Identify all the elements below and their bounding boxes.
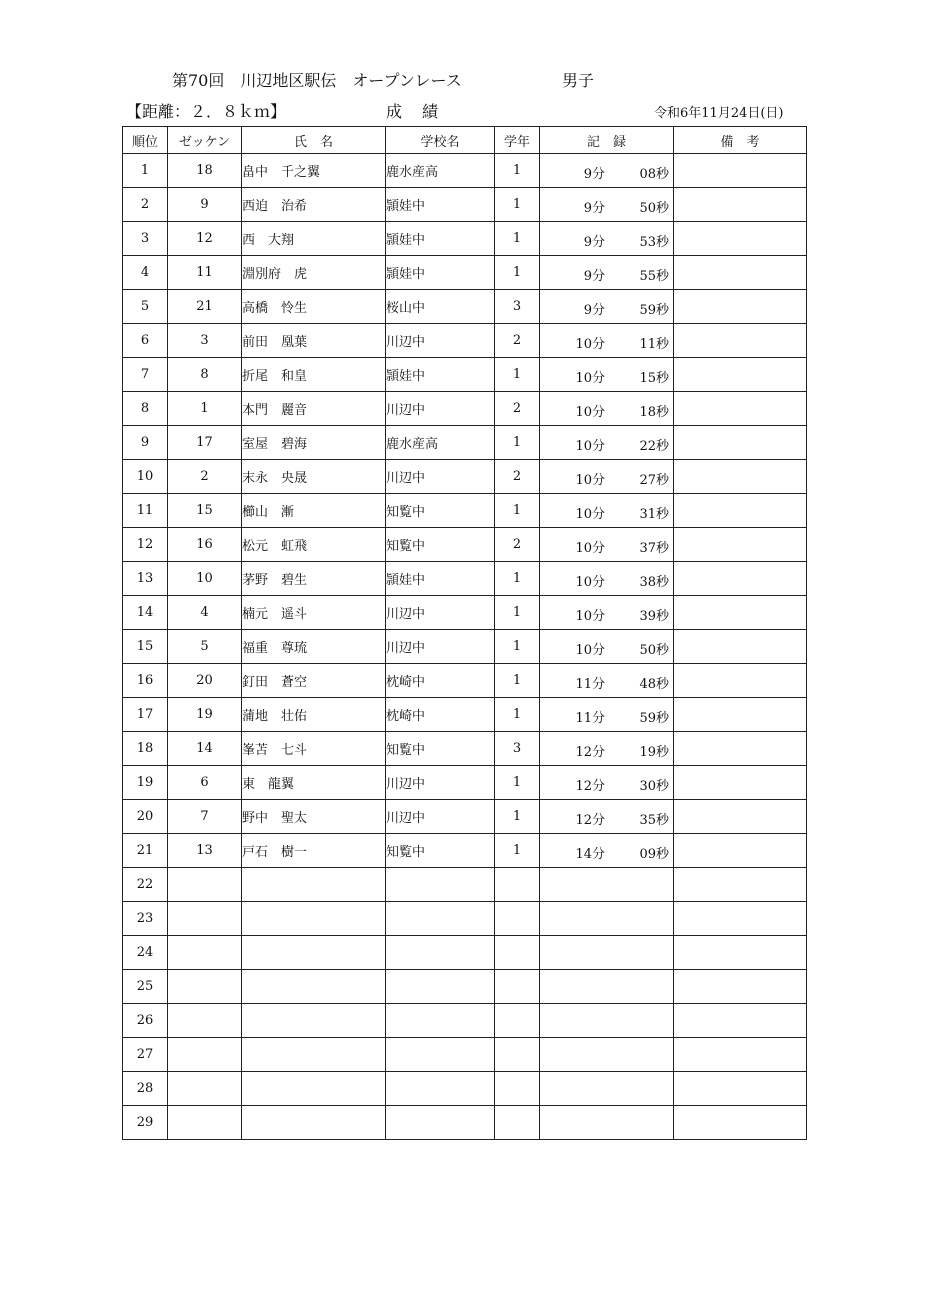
table-row — [123, 970, 807, 1004]
bib-cell: 14 — [168, 732, 242, 766]
time-cell — [540, 970, 674, 1004]
bib-cell: 19 — [168, 698, 242, 732]
table-row — [123, 1072, 807, 1106]
school-cell: 川辺中 — [386, 596, 495, 630]
grade-cell — [495, 1072, 540, 1106]
notes-cell — [674, 766, 807, 800]
name-cell — [242, 902, 386, 936]
grade-cell: 1 — [495, 426, 540, 460]
table-row — [123, 290, 807, 324]
school-cell — [386, 1004, 495, 1038]
rank-cell: 13 — [123, 562, 168, 596]
time-seconds: 50秒 — [639, 643, 669, 658]
notes-cell — [674, 800, 807, 834]
grade-cell: 1 — [495, 188, 540, 222]
notes-cell — [674, 698, 807, 732]
time-cell — [540, 562, 674, 596]
time-minutes: 11分 — [575, 711, 605, 726]
time-minutes: 10分 — [575, 473, 605, 488]
table-row — [123, 664, 807, 698]
rank-cell: 24 — [123, 936, 168, 970]
bib-cell: 17 — [168, 426, 242, 460]
rank-cell: 4 — [123, 256, 168, 290]
name-cell: 福重 尊琉 — [242, 630, 386, 664]
time-cell — [540, 664, 674, 698]
table-row — [123, 188, 807, 222]
bib-cell: 16 — [168, 528, 242, 562]
table-row — [123, 528, 807, 562]
rank-cell: 14 — [123, 596, 168, 630]
table-row — [123, 596, 807, 630]
notes-cell — [674, 222, 807, 256]
rank-cell: 17 — [123, 698, 168, 732]
bib-cell: 12 — [168, 222, 242, 256]
table-row — [123, 358, 807, 392]
table-row — [123, 800, 807, 834]
bib-cell — [168, 1072, 242, 1106]
time-seconds: 15秒 — [639, 371, 669, 386]
rank-cell: 27 — [123, 1038, 168, 1072]
rank-cell: 15 — [123, 630, 168, 664]
bib-cell — [168, 868, 242, 902]
name-cell — [242, 1072, 386, 1106]
grade-cell: 1 — [495, 596, 540, 630]
table-row — [123, 902, 807, 936]
name-cell: 釘田 蒼空 — [242, 664, 386, 698]
grade-cell: 1 — [495, 630, 540, 664]
notes-cell — [674, 256, 807, 290]
bib-cell: 13 — [168, 834, 242, 868]
rank-cell: 7 — [123, 358, 168, 392]
time-cell — [540, 936, 674, 970]
time-cell — [540, 596, 674, 630]
school-cell — [386, 1072, 495, 1106]
rank-cell: 19 — [123, 766, 168, 800]
notes-cell — [674, 528, 807, 562]
name-cell: 末永 央晟 — [242, 460, 386, 494]
table-row — [123, 766, 807, 800]
school-cell: 頴娃中 — [386, 256, 495, 290]
grade-cell — [495, 1038, 540, 1072]
table-row — [123, 1038, 807, 1072]
col-header-grade: 学年 — [495, 127, 540, 154]
name-cell: 松元 虹飛 — [242, 528, 386, 562]
time-cell — [540, 154, 674, 188]
notes-cell — [674, 188, 807, 222]
race-date: 令和6年11月24日(日) — [654, 106, 784, 121]
time-cell — [540, 766, 674, 800]
grade-cell: 1 — [495, 494, 540, 528]
name-cell: 蒲地 壮佑 — [242, 698, 386, 732]
bib-cell: 20 — [168, 664, 242, 698]
time-seconds: 48秒 — [639, 677, 669, 692]
notes-cell — [674, 324, 807, 358]
rank-cell: 25 — [123, 970, 168, 1004]
school-cell: 鹿水産高 — [386, 154, 495, 188]
grade-cell: 1 — [495, 154, 540, 188]
time-cell — [540, 222, 674, 256]
name-cell: 本門 麗音 — [242, 392, 386, 426]
notes-cell — [674, 902, 807, 936]
time-cell — [540, 698, 674, 732]
school-cell: 頴娃中 — [386, 188, 495, 222]
school-cell — [386, 1038, 495, 1072]
rank-cell: 22 — [123, 868, 168, 902]
bib-cell: 4 — [168, 596, 242, 630]
time-cell — [540, 630, 674, 664]
grade-cell: 1 — [495, 698, 540, 732]
table-row — [123, 732, 807, 766]
bib-cell: 3 — [168, 324, 242, 358]
school-cell: 川辺中 — [386, 630, 495, 664]
grade-cell: 1 — [495, 834, 540, 868]
grade-cell: 3 — [495, 732, 540, 766]
time-seconds: 35秒 — [639, 813, 669, 828]
name-cell — [242, 1106, 386, 1140]
bib-cell: 21 — [168, 290, 242, 324]
table-row — [123, 630, 807, 664]
school-cell: 頴娃中 — [386, 222, 495, 256]
time-minutes: 10分 — [575, 541, 605, 556]
grade-cell — [495, 902, 540, 936]
col-header-notes: 備 考 — [674, 127, 807, 154]
rank-cell: 18 — [123, 732, 168, 766]
time-seconds: 18秒 — [639, 405, 669, 420]
time-cell — [540, 1072, 674, 1106]
name-cell: 淵別府 虎 — [242, 256, 386, 290]
rank-cell: 29 — [123, 1106, 168, 1140]
time-cell — [540, 1106, 674, 1140]
col-header-school: 学校名 — [386, 127, 495, 154]
name-cell: 前田 凰葉 — [242, 324, 386, 358]
time-minutes: 14分 — [575, 847, 605, 862]
bib-cell: 5 — [168, 630, 242, 664]
grade-cell: 1 — [495, 358, 540, 392]
table-row — [123, 154, 807, 188]
table-row — [123, 392, 807, 426]
time-seconds: 30秒 — [639, 779, 669, 794]
notes-cell — [674, 1072, 807, 1106]
name-cell: 峯苫 七斗 — [242, 732, 386, 766]
rank-cell: 21 — [123, 834, 168, 868]
name-cell — [242, 1038, 386, 1072]
notes-cell — [674, 732, 807, 766]
bib-cell — [168, 1038, 242, 1072]
school-cell: 枕崎中 — [386, 664, 495, 698]
time-cell — [540, 732, 674, 766]
notes-cell — [674, 1106, 807, 1140]
time-seconds: 59秒 — [639, 303, 669, 318]
time-minutes: 9分 — [583, 167, 605, 182]
table-row — [123, 494, 807, 528]
notes-cell — [674, 1038, 807, 1072]
school-cell — [386, 1106, 495, 1140]
grade-cell: 1 — [495, 800, 540, 834]
bib-cell — [168, 936, 242, 970]
bib-cell: 11 — [168, 256, 242, 290]
grade-cell — [495, 868, 540, 902]
grade-cell — [495, 1004, 540, 1038]
notes-cell — [674, 392, 807, 426]
bib-cell — [168, 1106, 242, 1140]
table-row — [123, 1004, 807, 1038]
rank-cell: 16 — [123, 664, 168, 698]
time-seconds: 59秒 — [639, 711, 669, 726]
bib-cell: 2 — [168, 460, 242, 494]
name-cell: 折尾 和皇 — [242, 358, 386, 392]
time-minutes: 9分 — [583, 303, 605, 318]
grade-cell: 2 — [495, 528, 540, 562]
table-row — [123, 222, 807, 256]
bib-cell — [168, 970, 242, 1004]
school-cell: 知覧中 — [386, 732, 495, 766]
school-cell: 知覧中 — [386, 494, 495, 528]
time-seconds: 09秒 — [639, 847, 669, 862]
time-seconds: 39秒 — [639, 609, 669, 624]
subtitle-row — [0, 99, 930, 125]
table-row — [123, 460, 807, 494]
time-minutes: 11分 — [575, 677, 605, 692]
time-minutes: 10分 — [575, 439, 605, 454]
time-minutes: 9分 — [583, 235, 605, 250]
name-cell: 楠元 遥斗 — [242, 596, 386, 630]
bib-cell: 18 — [168, 154, 242, 188]
results-table — [122, 126, 807, 1140]
rank-cell: 1 — [123, 154, 168, 188]
table-row — [123, 1106, 807, 1140]
time-minutes: 12分 — [575, 813, 605, 828]
name-cell — [242, 936, 386, 970]
page-title: 第70回 川辺地区駅伝 オープンレース — [172, 71, 462, 90]
school-cell: 知覧中 — [386, 834, 495, 868]
time-minutes: 10分 — [575, 371, 605, 386]
bib-cell — [168, 902, 242, 936]
notes-cell — [674, 596, 807, 630]
table-header-row — [123, 127, 807, 154]
time-minutes: 12分 — [575, 779, 605, 794]
notes-cell — [674, 1004, 807, 1038]
col-header-time: 記 録 — [540, 127, 674, 154]
notes-cell — [674, 936, 807, 970]
grade-cell — [495, 970, 540, 1004]
name-cell — [242, 1004, 386, 1038]
name-cell: 西 大翔 — [242, 222, 386, 256]
rank-cell: 2 — [123, 188, 168, 222]
time-cell — [540, 494, 674, 528]
notes-cell — [674, 358, 807, 392]
time-seconds: 22秒 — [639, 439, 669, 454]
time-minutes: 10分 — [575, 609, 605, 624]
table-row — [123, 936, 807, 970]
rank-cell: 5 — [123, 290, 168, 324]
school-cell: 川辺中 — [386, 392, 495, 426]
notes-cell — [674, 970, 807, 1004]
bib-cell: 15 — [168, 494, 242, 528]
time-cell — [540, 188, 674, 222]
time-cell — [540, 392, 674, 426]
bib-cell: 10 — [168, 562, 242, 596]
table-row — [123, 868, 807, 902]
col-header-rank: 順位 — [123, 127, 168, 154]
rank-cell: 20 — [123, 800, 168, 834]
time-minutes: 9分 — [583, 269, 605, 284]
school-cell: 川辺中 — [386, 460, 495, 494]
col-header-bib: ゼッケン — [168, 127, 242, 154]
time-minutes: 12分 — [575, 745, 605, 760]
rank-cell: 12 — [123, 528, 168, 562]
time-seconds: 27秒 — [639, 473, 669, 488]
name-cell: 野中 聖太 — [242, 800, 386, 834]
grade-cell: 1 — [495, 664, 540, 698]
bib-cell — [168, 1004, 242, 1038]
name-cell: 西迫 治希 — [242, 188, 386, 222]
school-cell: 鹿水産高 — [386, 426, 495, 460]
rank-cell: 8 — [123, 392, 168, 426]
table-row — [123, 256, 807, 290]
name-cell: 室屋 碧海 — [242, 426, 386, 460]
time-cell — [540, 426, 674, 460]
name-cell: 東 龍翼 — [242, 766, 386, 800]
school-cell — [386, 868, 495, 902]
name-cell: 高橋 怜生 — [242, 290, 386, 324]
time-cell — [540, 290, 674, 324]
name-cell: 櫛山 漸 — [242, 494, 386, 528]
grade-cell: 1 — [495, 562, 540, 596]
time-seconds: 08秒 — [639, 167, 669, 182]
rank-cell: 10 — [123, 460, 168, 494]
notes-cell — [674, 290, 807, 324]
time-cell — [540, 834, 674, 868]
time-seconds: 53秒 — [639, 235, 669, 250]
time-seconds: 38秒 — [639, 575, 669, 590]
time-cell — [540, 358, 674, 392]
time-cell — [540, 460, 674, 494]
name-cell — [242, 970, 386, 1004]
school-cell: 川辺中 — [386, 766, 495, 800]
school-cell: 枕崎中 — [386, 698, 495, 732]
school-cell: 川辺中 — [386, 800, 495, 834]
school-cell: 知覧中 — [386, 528, 495, 562]
results-body — [123, 154, 807, 1140]
distance-label: 【距離：２．８ｋｍ】 — [126, 102, 287, 121]
table-row — [123, 324, 807, 358]
grade-cell — [495, 936, 540, 970]
table-row — [123, 426, 807, 460]
school-cell: 頴娃中 — [386, 358, 495, 392]
time-minutes: 10分 — [575, 507, 605, 522]
school-cell: 桜山中 — [386, 290, 495, 324]
grade-cell — [495, 1106, 540, 1140]
school-cell — [386, 902, 495, 936]
notes-cell — [674, 834, 807, 868]
table-row — [123, 834, 807, 868]
rank-cell: 23 — [123, 902, 168, 936]
gender-label: 男子 — [562, 71, 595, 90]
time-cell — [540, 902, 674, 936]
school-cell — [386, 936, 495, 970]
grade-cell: 2 — [495, 324, 540, 358]
title-row — [0, 68, 930, 96]
bib-cell: 8 — [168, 358, 242, 392]
grade-cell: 2 — [495, 460, 540, 494]
col-header-name: 氏 名 — [242, 127, 386, 154]
bib-cell: 6 — [168, 766, 242, 800]
rank-cell: 6 — [123, 324, 168, 358]
time-minutes: 10分 — [575, 575, 605, 590]
rank-cell: 11 — [123, 494, 168, 528]
notes-cell — [674, 868, 807, 902]
grade-cell: 1 — [495, 256, 540, 290]
time-cell — [540, 324, 674, 358]
time-seconds: 37秒 — [639, 541, 669, 556]
name-cell: 戸石 樹一 — [242, 834, 386, 868]
rank-cell: 28 — [123, 1072, 168, 1106]
name-cell: 畠中 千之翼 — [242, 154, 386, 188]
school-cell: 頴娃中 — [386, 562, 495, 596]
time-seconds: 19秒 — [639, 745, 669, 760]
school-cell — [386, 970, 495, 1004]
grade-cell: 1 — [495, 222, 540, 256]
time-minutes: 10分 — [575, 337, 605, 352]
notes-cell — [674, 562, 807, 596]
table-row — [123, 562, 807, 596]
rank-cell: 26 — [123, 1004, 168, 1038]
time-cell — [540, 1038, 674, 1072]
grade-cell: 2 — [495, 392, 540, 426]
notes-cell — [674, 460, 807, 494]
grade-cell: 1 — [495, 766, 540, 800]
time-minutes: 9分 — [583, 201, 605, 216]
notes-cell — [674, 630, 807, 664]
time-seconds: 31秒 — [639, 507, 669, 522]
time-cell — [540, 1004, 674, 1038]
time-minutes: 10分 — [575, 405, 605, 420]
time-seconds: 50秒 — [639, 201, 669, 216]
name-cell: 茅野 碧生 — [242, 562, 386, 596]
time-cell — [540, 528, 674, 562]
time-cell — [540, 868, 674, 902]
bib-cell: 7 — [168, 800, 242, 834]
name-cell — [242, 868, 386, 902]
notes-cell — [674, 494, 807, 528]
time-seconds: 55秒 — [639, 269, 669, 284]
results-subtitle: 成 績 — [386, 102, 441, 121]
time-seconds: 11秒 — [639, 337, 669, 352]
time-cell — [540, 256, 674, 290]
notes-cell — [674, 426, 807, 460]
bib-cell: 1 — [168, 392, 242, 426]
time-cell — [540, 800, 674, 834]
rank-cell: 9 — [123, 426, 168, 460]
grade-cell: 3 — [495, 290, 540, 324]
table-row — [123, 698, 807, 732]
bib-cell: 9 — [168, 188, 242, 222]
notes-cell — [674, 664, 807, 698]
notes-cell — [674, 154, 807, 188]
rank-cell: 3 — [123, 222, 168, 256]
school-cell: 川辺中 — [386, 324, 495, 358]
time-minutes: 10分 — [575, 643, 605, 658]
